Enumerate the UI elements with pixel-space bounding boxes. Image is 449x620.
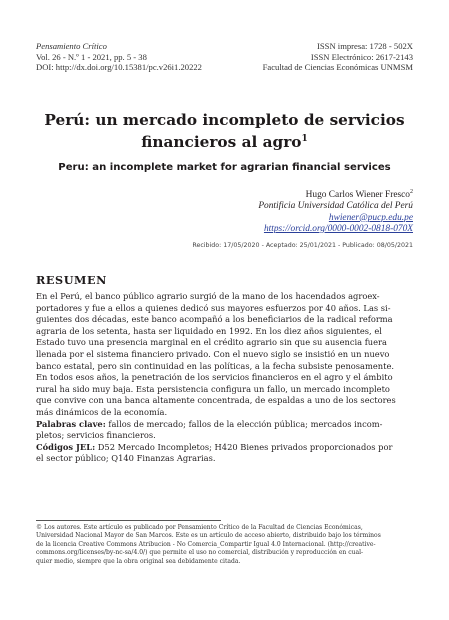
issn-header [263, 41, 413, 73]
abstract-line: más dinámicos de la economía. [36, 406, 168, 417]
doi[interactable]: DOI: http://dx.doi.org/10.15381/pc.v26i1.20222 [36, 62, 202, 73]
abstract-line: En el Perú, el banco público agrario surgió de la mano de los hacendados agroex- [36, 291, 380, 301]
footnote-line: © Los autores. Este artículo es publicado por Pensamiento Crítico de la Facultad de Ciencias Económicas, [36, 524, 363, 531]
abstract-line: llenada por el sistema financiero privado. Con el nuevo siglo se insistió en un nuevo [36, 348, 390, 359]
abstract-line: guientes dos décadas, este banco acompañó a los beneficiarios de la radical reforma [36, 314, 393, 325]
author-block [258, 187, 413, 235]
publication-dates: Recibido: 17/05/2020 - Aceptado: 25/01/2021 - Publicado: 08/05/2021 [192, 242, 413, 249]
author-name: Hugo Carlos Wiener Fresco [305, 190, 410, 201]
footnote-line: commons.org/licenses/by-nc-sa/4.0/) que permite el uso no comercial, distribución y reproducción en cual- [36, 549, 364, 557]
jel-label: Códigos JEL: [36, 441, 96, 452]
title-footnote-mark: 1 [301, 133, 308, 144]
article-title [20, 111, 429, 151]
abstract-line: que convive con una banca altamente concentrada, de espaldas a uno de los sectores [36, 395, 396, 406]
abstract-line: agraria de los setenta, hasta ser liquidado en 1992. En los diez años siguientes, el [36, 325, 382, 336]
author-email-link[interactable]: hwiener@pucp.edu.pe [328, 212, 413, 223]
faculty: Facultad de Ciencias Económicas UNMSM [262, 62, 413, 73]
keywords-label: Palabras clave: [36, 418, 106, 429]
title-line-2-text: financieros al agro [141, 132, 302, 151]
footnote-line: Universidad Nacional Mayor de San Marcos. Este es un artículo de acceso abierto, distribuido bajo los términos [36, 532, 381, 540]
keywords-text-1: fallos de mercado; fallos de la elección pública; mercados incom- [105, 418, 383, 429]
journal-name: Pensamiento Crítico [36, 41, 107, 51]
footnote-line: de la licencia Creative Commons Atribucion - No Comercia_Compartir Igual 4.0 Internacional. (http://creative- [36, 540, 376, 548]
author-orcid-link[interactable]: https://orcid.org/0000-0002-0818-070X [263, 223, 413, 234]
footnote-divider [36, 520, 221, 521]
journal-header [36, 41, 202, 73]
jel-line-1 [36, 442, 411, 454]
jel-codes [36, 442, 411, 465]
keywords [36, 419, 411, 442]
jel-text-1: D52 Mercado Incompletos; H420 Bienes privados proporcionados por [95, 441, 393, 452]
abstract [36, 291, 411, 465]
abstract-paragraph [36, 291, 411, 419]
keywords-line-2: pletos; servicios financieros. [36, 430, 156, 441]
abstract-line: Estado tuvo una presencia marginal en el crédito agrario sin que su ausencia fuera [36, 337, 387, 348]
author-footnote-mark: 2 [410, 189, 413, 195]
title-line-2 [20, 130, 429, 152]
jel-line-2: el sector público; Q140 Finanzas Agrarias. [36, 453, 216, 464]
english-title: Peru: an incomplete market for agrarian financial services [58, 162, 391, 173]
abstract-line: portadores y fue a ellos a quienes dedicó sus mayores esfuerzos por 40 años. Las si- [36, 302, 391, 313]
title-line-1: Perú: un mercado incompleto de servicios [44, 111, 405, 129]
author-name-line [258, 187, 413, 201]
resumen-heading: RESUMEN [36, 273, 107, 287]
volume-info: Vol. 26 - N.º 1 - 2021, pp. 5 - 38 [36, 51, 147, 62]
author-affiliation: Pontificia Universidad Católica del Perú [258, 201, 413, 212]
issn-print: ISSN impresa: 1728 - 502X [317, 41, 413, 51]
issn-electronic: ISSN Electrónico: 2617-2143 [310, 51, 413, 62]
abstract-line: rural ha sido muy baja. Esta persistencia configura un fallo, un mercado incompleto [36, 383, 390, 394]
abstract-line: En todos esos años, la penetración de los servicios financieros en el agro y el ámbito [36, 372, 393, 383]
abstract-line: banco estatal, pero sin continuidad en las políticas, a la fecha subsiste penosamente. [36, 360, 394, 371]
license-footnote [36, 524, 414, 566]
keywords-line-1 [36, 419, 411, 431]
footnote-line: quier medio, siempre que la obra original sea debidamente citada. [36, 557, 241, 565]
